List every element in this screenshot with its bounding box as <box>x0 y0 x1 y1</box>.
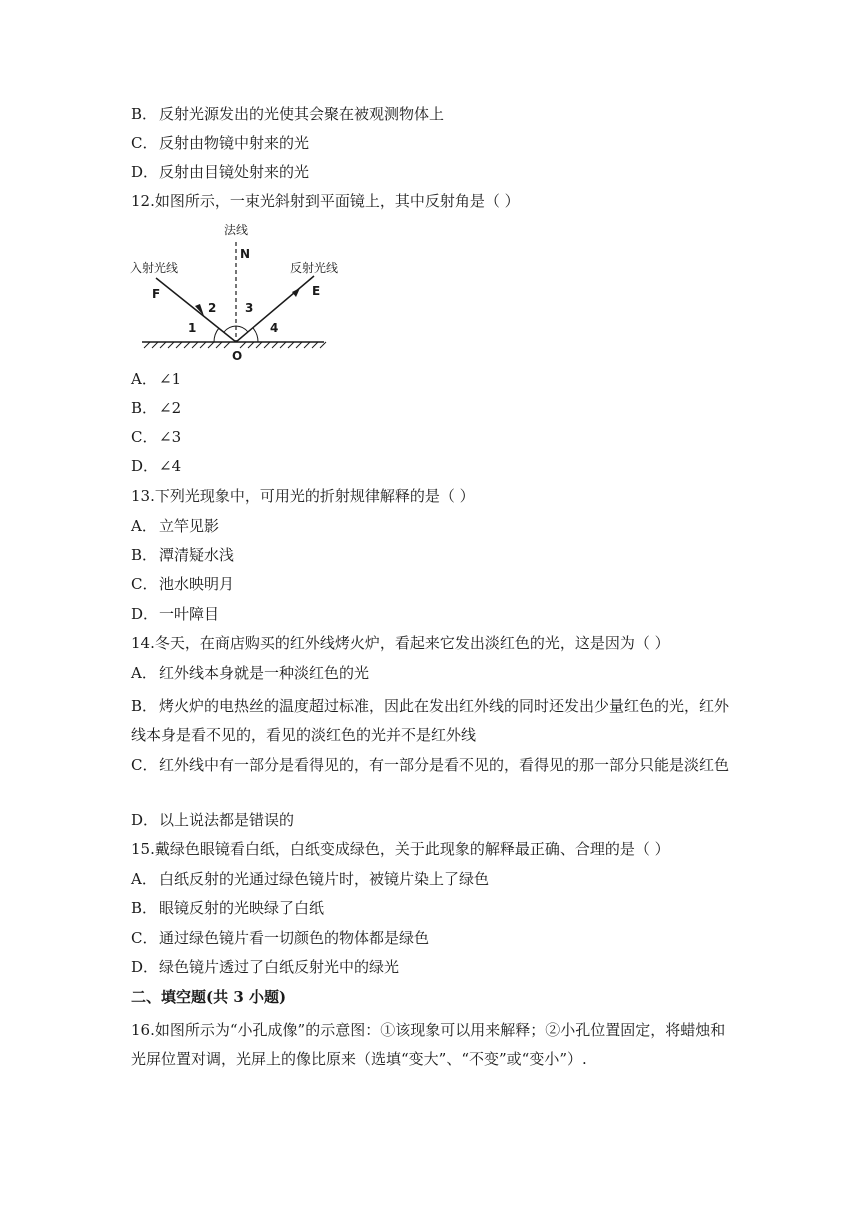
q11-option-c: C． 反射由物镜中射来的光 <box>131 134 310 152</box>
e-label: E <box>312 284 321 298</box>
q15-option-d: D．绿色镜片透过了白纸反射光中的绿光 <box>131 958 400 976</box>
q12-option-d: D．∠4 <box>131 457 182 475</box>
reflection-diagram <box>128 220 339 365</box>
q14-option-a: A． 红外线本身就是一种淡红色的光 <box>131 664 370 682</box>
normal-label: 法线 <box>224 223 249 237</box>
angle-3-label: 3 <box>245 301 254 315</box>
reflected-label: 反射光线 <box>290 261 339 275</box>
section-heading: 二、填空题(共 3 小题) <box>131 988 287 1006</box>
q15-option-c: C． 通过绿色镜片看一切颜色的物体都是绿色 <box>131 929 430 947</box>
q16-stem: 16.如图所示为“小孔成像”的示意图：①该现象可以用来解释；②小孔位置固定，将蜡烛和光屏位置对调，光屏上的像比原来（选填“变大”、“不变”或“变小”）. <box>131 1021 726 1068</box>
angle-4-arc <box>253 328 258 342</box>
q11-option-d: D．反射由目镜处射来的光 <box>131 163 310 181</box>
angle-4-label: 4 <box>270 321 279 335</box>
incident-label: 入射光线 <box>130 261 179 275</box>
q12-option-c: C． ∠3 <box>131 428 182 446</box>
angle-3-arc <box>236 326 248 332</box>
q15-option-a: A． 白纸反射的光通过绿色镜片时，被镜片染上了绿色 <box>131 870 490 888</box>
q13-option-c: C． 池水映明月 <box>131 575 235 593</box>
q14-option-b: B． 烤火炉的电热丝的温度超过标准，因此在发出红外线的同时还发出少量红色的光，红外线本身是看不见的，看见的淡红色的光并不是红外线 <box>131 697 730 744</box>
q11-option-b: B． 反射光源发出的光使其会聚在被观测物体上 <box>131 105 445 123</box>
angle-1-label: 1 <box>188 321 197 335</box>
angle-2-label: 2 <box>208 301 217 315</box>
q12-option-b: B． ∠2 <box>131 399 182 417</box>
q14-option-d: D．以上说法都是错误的 <box>131 811 295 829</box>
angle-1-arc <box>214 328 219 342</box>
mirror-hatching <box>144 342 326 348</box>
q15-option-b: B． 眼镜反射的光映绿了白纸 <box>131 899 325 917</box>
q14-stem: 14.冬天，在商店购买的红外线烤火炉，看起来它发出淡红色的光，这是因为（ ） <box>131 634 670 652</box>
n-label: N <box>240 247 251 261</box>
q15-stem: 15.戴绿色眼镜看白纸，白纸变成绿色，关于此现象的解释最正确、合理的是（ ） <box>131 840 670 858</box>
q13-option-b: B． 潭清疑水浅 <box>131 546 235 564</box>
q12-option-a: A． ∠1 <box>131 370 182 388</box>
q13-option-d: D．一叶障目 <box>131 605 220 623</box>
angle-2-arc <box>224 326 236 332</box>
q14-option-c: C． 红外线中有一部分是看得见的，有一部分是看不见的，看得见的那一部分只能是淡红色 <box>131 756 730 774</box>
q12-stem: 12.如图所示，一束光斜射到平面镜上，其中反射角是（ ） <box>131 192 520 210</box>
q13-option-a: A． 立竿见影 <box>131 517 220 535</box>
f-label: F <box>152 287 161 301</box>
reflected-arrow <box>292 288 300 297</box>
o-label: O <box>232 349 243 363</box>
q13-stem: 13.下列光现象中，可用光的折射规律解释的是（ ） <box>131 487 475 505</box>
